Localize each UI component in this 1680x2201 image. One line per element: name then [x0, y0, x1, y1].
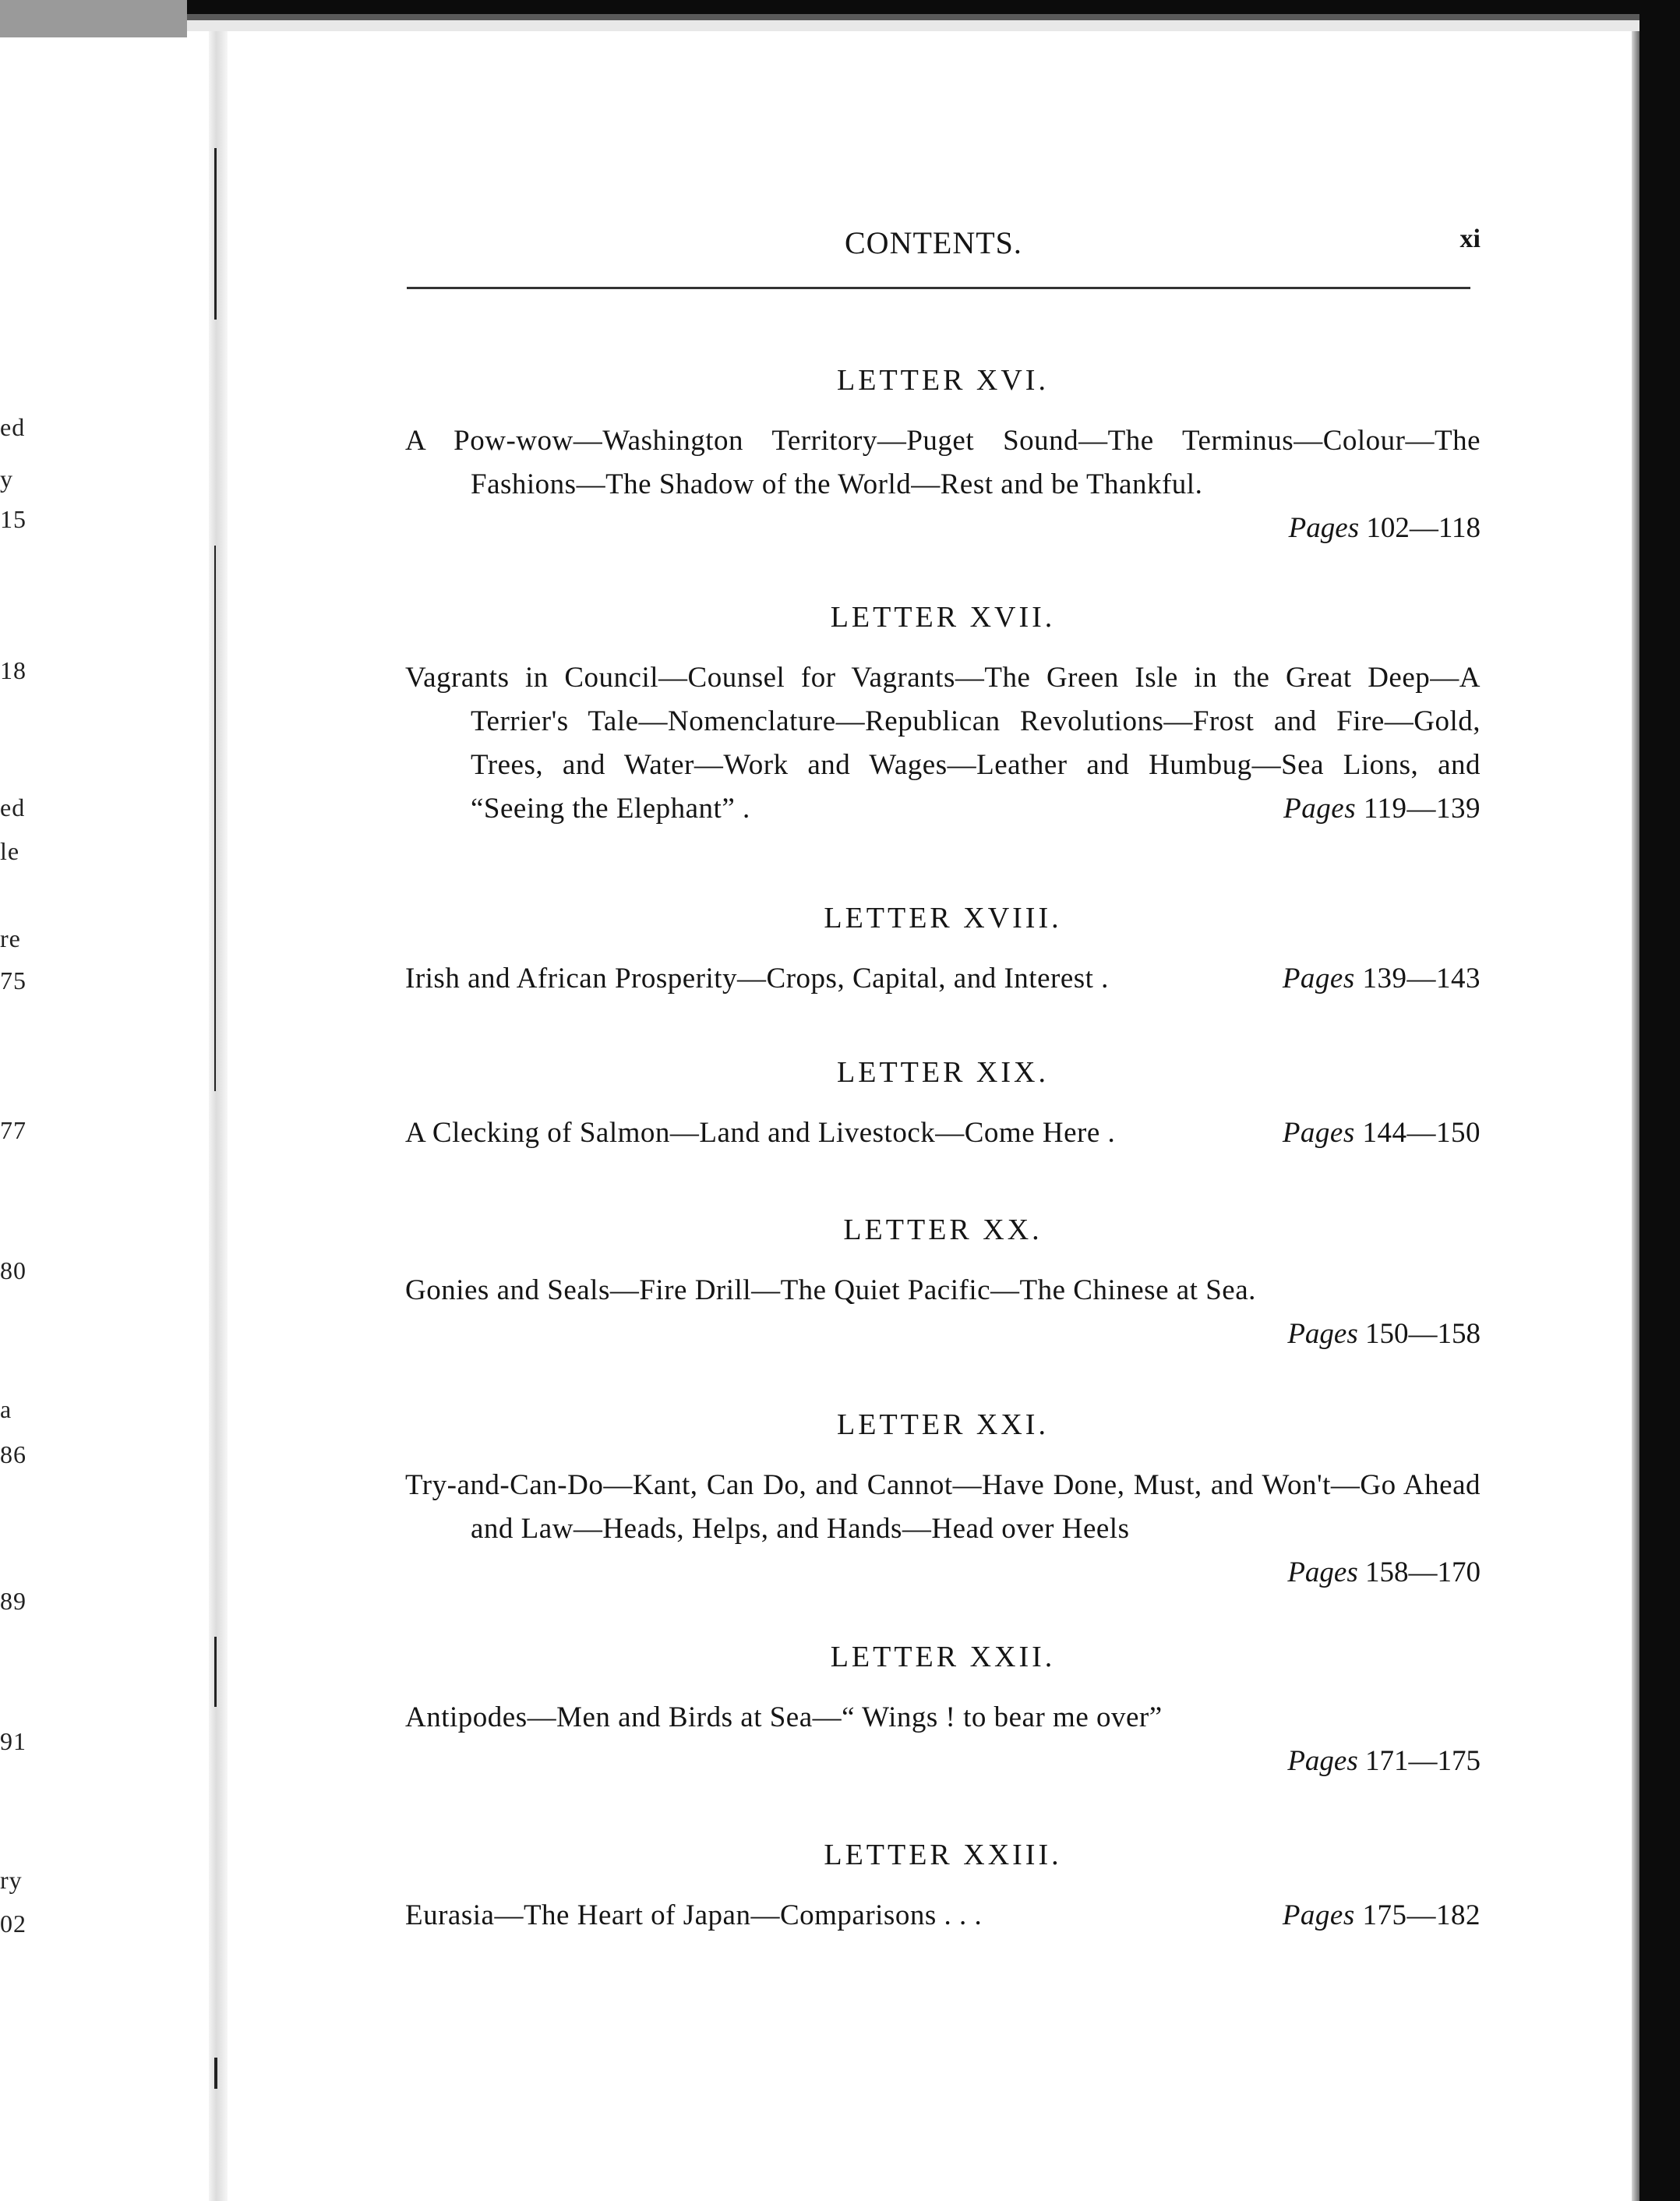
pages-range: 150—158	[1365, 1318, 1481, 1350]
letter-summary	[405, 1111, 1481, 1155]
page-range	[405, 1551, 1481, 1595]
book-gutter	[209, 31, 228, 2201]
contents-entry-letter-xxiii	[405, 1838, 1481, 1938]
left-page-fragment: 02	[0, 1910, 26, 1938]
pages-range: 171—175	[1365, 1745, 1481, 1777]
gutter-mark	[214, 1637, 217, 1707]
contents-entry-letter-xxii	[405, 1640, 1481, 1783]
left-page-fragment: 15	[0, 505, 26, 533]
pages-label: Pages	[1287, 1556, 1358, 1588]
running-title: CONTENTS.	[845, 225, 1022, 260]
pages-range: 175—182	[1362, 1899, 1481, 1931]
letter-heading: LETTER XX.	[843, 1214, 1043, 1246]
left-page-fragment: 75	[0, 966, 26, 995]
pages-range: 139—143	[1362, 963, 1481, 995]
page-edge-shadow	[1632, 31, 1639, 2201]
pages-range: 158—170	[1365, 1556, 1481, 1588]
contents-entry-letter-xvii	[405, 600, 1481, 831]
page-header	[405, 224, 1481, 271]
pages-label: Pages	[1288, 512, 1360, 544]
letter-summary: Antipodes—Men and Birds at Sea—“ Wings ! to bear me over”	[405, 1701, 1163, 1733]
pages-label: Pages	[1282, 963, 1355, 995]
page-range	[405, 1740, 1481, 1783]
left-page-fragment: a	[0, 1395, 12, 1423]
pages-range: 144—150	[1362, 1117, 1481, 1149]
page-range	[1283, 1111, 1481, 1155]
pages-range: 102—118	[1366, 512, 1481, 544]
page-range	[1283, 957, 1481, 1001]
gutter-mark	[214, 2058, 217, 2089]
contents-entry-letter-xix	[405, 1055, 1481, 1155]
pages-label: Pages	[1287, 1318, 1358, 1350]
letter-summary	[405, 1894, 1481, 1938]
letter-summary	[405, 957, 1481, 1001]
letter-heading: LETTER XXII.	[830, 1641, 1056, 1673]
left-page-fragment: ed	[0, 413, 26, 441]
letter-heading: LETTER XVII.	[830, 601, 1056, 634]
page-range	[1283, 1894, 1481, 1938]
page-range	[405, 507, 1481, 550]
left-page-fragment: 89	[0, 1587, 26, 1615]
letter-summary	[405, 656, 1481, 831]
letter-heading: LETTER XVI.	[837, 364, 1049, 397]
left-page-fragment: 18	[0, 656, 26, 684]
contents-entry-letter-xviii	[405, 901, 1481, 1001]
contents-entry-letter-xxi	[405, 1408, 1481, 1595]
left-page-fragment: ed	[0, 793, 26, 821]
page-range	[1283, 787, 1481, 831]
gutter-mark	[214, 148, 217, 320]
left-page-fragment: y	[0, 465, 13, 493]
letter-summary-text: A Clecking of Salmon—Land and Livestock—Come Here .	[405, 1117, 1116, 1149]
letter-summary: Gonies and Seals—Fire Drill—The Quiet Pacific—The Chinese at Sea.	[405, 1274, 1256, 1306]
pages-range: 119—139	[1363, 793, 1481, 825]
pages-label: Pages	[1282, 1117, 1355, 1149]
header-rule	[407, 287, 1470, 289]
pages-label: Pages	[1282, 1899, 1355, 1931]
contents-entry-letter-xx	[405, 1213, 1481, 1356]
letter-heading: LETTER XXIII.	[824, 1839, 1062, 1871]
page-number: xi	[1459, 224, 1481, 253]
left-page-fragment: 91	[0, 1727, 26, 1755]
gutter-mark	[214, 546, 216, 1091]
left-page-fragment: ry	[0, 1866, 23, 1894]
letter-heading: LETTER XVIII.	[824, 902, 1062, 934]
pages-label: Pages	[1287, 1745, 1358, 1777]
contents-entry-letter-xvi	[405, 363, 1481, 550]
letter-summary: A Pow-wow—Washington Territory—Puget Sound—The Terminus—Colour—The Fashions—The Shadow of the World—Rest and be Thankful.	[405, 425, 1481, 500]
left-page-fragment: re	[0, 924, 21, 952]
left-page-fragment: 77	[0, 1116, 26, 1144]
scan-top-left-corner	[0, 0, 187, 37]
pages-label: Pages	[1283, 793, 1357, 825]
scan-top-border	[0, 0, 1680, 31]
letter-summary-text: Eurasia—The Heart of Japan—Comparisons . . .	[405, 1899, 983, 1931]
left-page-fragment: 86	[0, 1440, 26, 1468]
letter-heading: LETTER XXI.	[837, 1408, 1049, 1441]
scan-right-border	[1639, 0, 1680, 2201]
letter-summary-text: Vagrants in Council—Counsel for Vagrants—The Green Isle in the Great Deep—A Terrier's Tale—Nomenclature—Republican Revolutions—Frost and Fire—Gold, Trees, and Water—Work and Wages—Leather and Humbug—Sea Lions, and “Seeing the Elephant” .	[405, 662, 1481, 825]
letter-summary-text: Irish and African Prosperity—Crops, Capital, and Interest .	[405, 963, 1109, 995]
page-range	[405, 1312, 1481, 1356]
letter-summary: Try-and-Can-Do—Kant, Can Do, and Cannot—Have Done, Must, and Won't—Go Ahead and Law—Heads, Helps, and Hands—Head over Heels	[405, 1469, 1481, 1545]
letter-heading: LETTER XIX.	[837, 1056, 1049, 1089]
left-page-fragment: le	[0, 837, 20, 865]
left-page-fragment: 80	[0, 1256, 26, 1284]
